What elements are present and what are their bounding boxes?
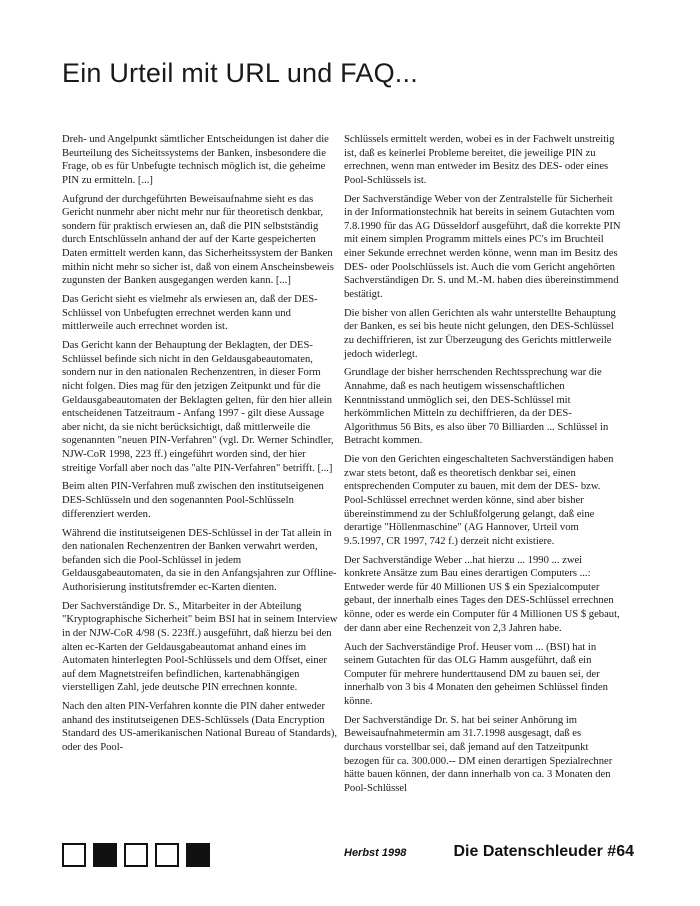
paragraph: Das Gericht sieht es vielmehr als erwiesen an, daß der DES-Schlüssel von Unbefugten errechnet werden kann und mittlerweile auch errechnet worden ist. <box>62 294 318 333</box>
footer-box-empty <box>155 843 179 867</box>
paragraph: Nach den alten PIN-Verfahren konnte die PIN daher entweder anhand des institutseigenen DES-Schlüssels (Data Encryption Standard des US-amerikanischen National Bureau of Standards), oder des Pool- <box>62 701 338 754</box>
paragraph: Grundlage der bisher herrschenden Rechtssprechung war die Annahme, daß es nach heutigem wissenschaftlichen Kenntnisstand unmöglich sei, den DES-Schlüssel mit herkömmlichen Mitteln zu dechiffrieren, da der DES-Algorithmus 56 Bits, es also über 70 Billiarden ... Schlüssel in Betracht kommen. <box>344 367 609 447</box>
left-column <box>62 133 339 760</box>
paragraph: Der Sachverständige Dr. S. hat bei seiner Anhörung im Beweisaufnahmetermin am 31.7.1998 ausgesagt, daß es durchaus vorstellbar sei, daß jemand auf den Tatzeitpunkt bezogen für ca. 300.000.-- DM einen derartigen Spezialrechner hätte bauen können, der dann innerhalb von ca. 3 Monaten den Pool-Schlüssel <box>344 714 613 794</box>
paragraph: Während die institutseigenen DES-Schlüssel in der Tat allein in den nationalen Rechenzentren der Banken verwahrt werden, befanden sich die Pool-Schlüssel in jedem Geldausgabeautomaten, da sie in den Anfangsjahren zur Offline-Authorisierung institutsfremder ec-Karten dienten. <box>62 527 337 593</box>
paragraph: Der Sachverständige Weber von der Zentralstelle für Sicherheit in der Informationstechnik hat bereits in seinem Gutachten vom 7.8.1990 für das AG Düsseldorf ausgeführt, daß die korrekte PIN mit einem simplen Programm mittels eines PC's im Bruchteil einer Sekunde errechnet werden könne, wenn man im Besitz des DES- oder Poolschlüssels ist. Auch die vom Gericht angehörten Sachverständigen Dr. S. und M.-M. haben dies übereinstimmend bestätigt. <box>344 193 621 300</box>
paragraph: Auch der Sachverständige Prof. Heuser vom ... (BSI) hat in seinem Gutachten für das OLG Hamm ausgeführt, daß ein Computer für mehrere hunderttausend DM zu bauen sei, der innerhalb von 3 bis 4 Monaten den geheimen Schlüssel finden könne. <box>344 641 608 707</box>
paragraph: Aufgrund der durchgeführten Beweisaufnahme sieht es das Gericht nunmehr aber nicht mehr nur für theoretisch denkbar, sondern für praktisch erwiesen an, daß die PIN selbstständig durch Entschlüsseln anhand der auf der Karte gespeicherten Daten ermittelt werden kann, das Sicherheitssystem der Banken mithin nicht mehr so sicher ist, daß von einem Anscheinsbeweis zugunsten der Banken ausgegangen werden kann. [...] <box>62 193 334 287</box>
paragraph: Der Sachverständige Dr. S., Mitarbeiter in der Abteilung "Kryptographische Sicherheit" beim BSI hat in seinem Interview in der NJW-CoR 4/98 (S. 223ff.) ausgeführt, daß hierzu bei den alten ec-Karten der Geldausgabeautomat anhand eines im Automaten hinterlegten Pool-Schlüssels und dem Offset, einer auf dem Magnetstreifen befindlichen, kartenabhängigen vierstelligen Zahl, jede deutsche PIN errechnen konnte. <box>62 600 338 694</box>
paragraph: Die bisher von allen Gerichten als wahr unterstellte Behauptung der Banken, es sei bis heute nicht gelungen, den DES-Schlüssel zu dechiffrieren, ist zur Überzeugung des Gerichts mittlerweile jedoch widerlegt. <box>344 307 616 360</box>
paragraph: Die von den Gerichten eingeschalteten Sachverständigen haben zwar stets betont, daß es theoretisch denkbar sei, einen entsprechenden Computer zu bauen, mit dem der DES- bzw. Pool-Schlüssel errechnet werden könne, sind aber bisher übereinstimmend zu der Schlußfolgerung gelangt, daß eine derartige "Höllenmaschine" (AG Hannover, Urteil vom 9.5.1997, CR 1997, 742 f.) derzeit nicht existiere. <box>344 454 614 547</box>
footer-box-filled <box>93 843 117 867</box>
footer-box-row <box>62 843 210 867</box>
paragraph: Das Gericht kann der Behauptung der Beklagten, der DES-Schlüssel befinde sich nicht in den Geldausgabeautomaten, sondern nur in den nationalen Rechenzentren, in dieser Form nicht folgen. Dies mag für den jetzigen Zeitpunkt und für die Geldausgabeautomaten der Beklagten gelten, für den hier allein entscheidenen Tatzeitraum - Anfang 1997 - gilt diese Aussage aber nicht, da sie nicht berücksichtigt, daß mittlerweile die sogenannten "neuen PIN-Verfahren" (vgl. Dr. Werner Schindler, NJW-CoR 1998, 223 ff.) eingeführt worden sind, der hier streitige Vorfall aber noch das "alte PIN-Verfahren" betrifft. [...] <box>62 340 334 474</box>
footer-issue-date: Herbst 1998 <box>344 847 407 859</box>
page-title: Ein Urteil mit URL und FAQ... <box>62 58 418 88</box>
paragraph: Beim alten PIN-Verfahren muß zwischen den institutseigenen DES-Schlüsseln und den sogenannten Pool-Schlüsseln differenziert werden. <box>62 481 324 520</box>
footer-magazine-title: Die Datenschleuder #64 <box>453 843 634 860</box>
paragraph: Schlüssels ermittelt werden, wobei es in der Fachwelt unstreitig ist, daß es keinerlei Probleme bereitet, die jeweilige PIN zu errechnen, wenn man entweder im Besitz des DES- oder eines Pool-Schlüssels ist. <box>344 134 615 186</box>
footer-box-empty <box>62 843 86 867</box>
paragraph: Der Sachverständige Weber ...hat hierzu ... 1990 ... zwei konkrete Ansätze zum Bau eines derartigen Computers ...: Entweder werde für 40 Millionen US $ ein Spezialcomputer gebaut, der innerhalb eines Tages den DES-Schlüssel errechnen könne, oder es werde ein Computer für 4 Millionen US $ gebaut, der dann aber eine Rechenzeit von 2,3 Jahren habe. <box>344 554 620 634</box>
right-column <box>344 133 621 801</box>
footer-box-empty <box>124 843 148 867</box>
footer-box-filled <box>186 843 210 867</box>
paragraph: Dreh- und Angelpunkt sämtlicher Entscheidungen ist daher die Beurteilung des Sicheitssystems der Banken, insbesondere die Frage, ob es für Unbefugte technisch möglich ist, die geheime PIN zu ermitteln. [...] <box>62 134 329 186</box>
